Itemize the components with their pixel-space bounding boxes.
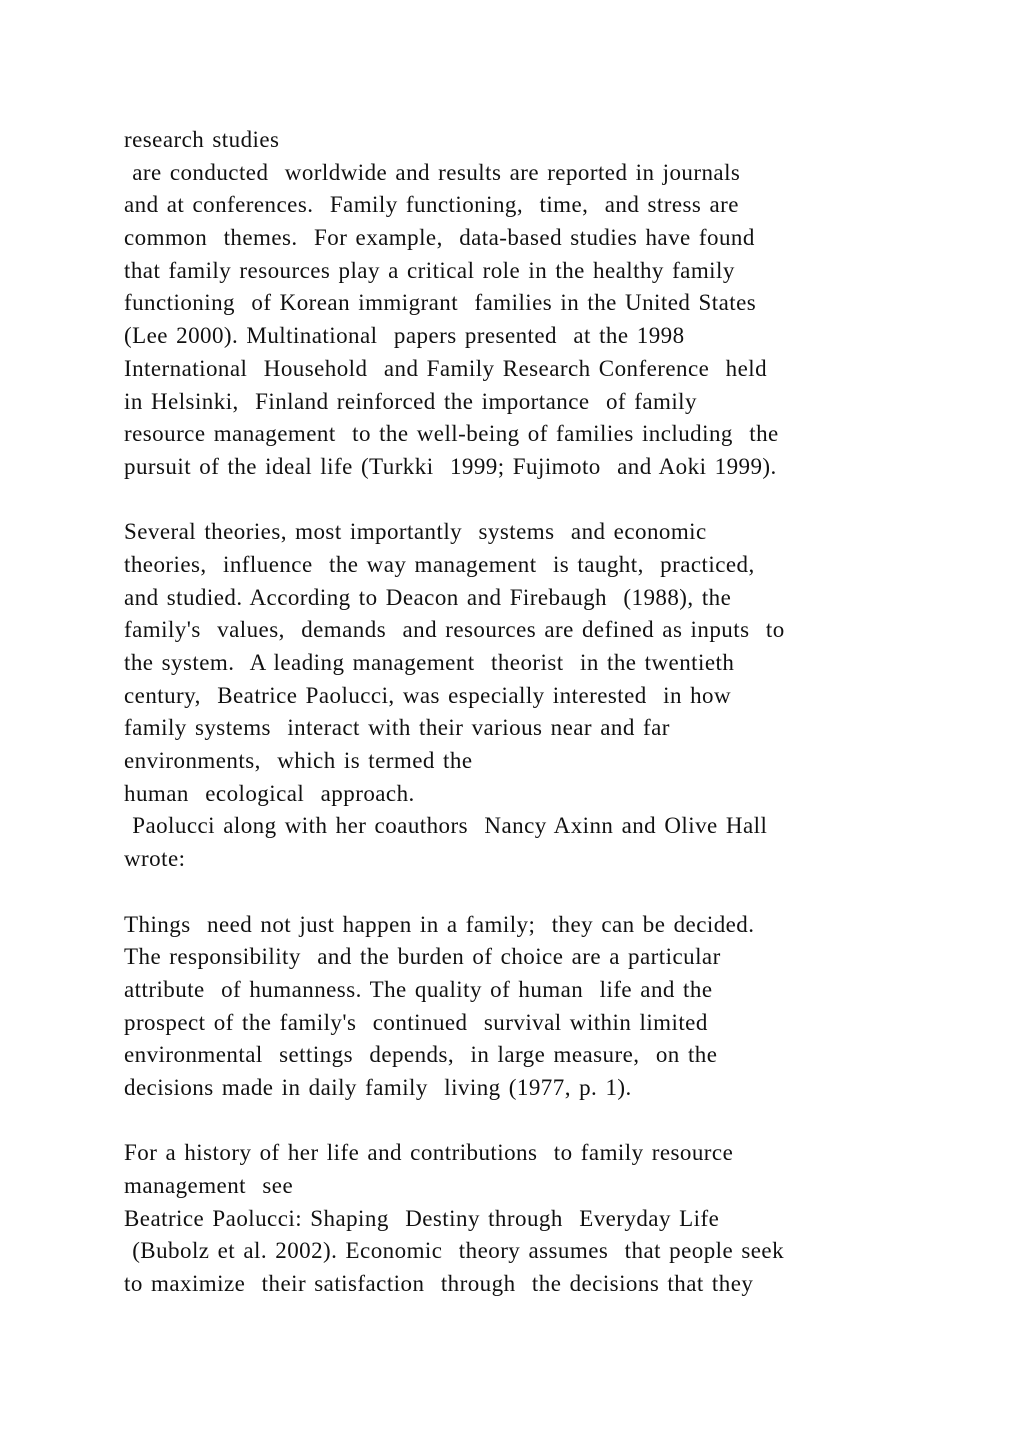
text-line: human ecological approach.	[124, 780, 415, 806]
paragraph-quote	[124, 909, 924, 1105]
paragraph-history	[124, 1137, 924, 1300]
text-line: that family resources play a critical role in the healthy family	[124, 257, 735, 283]
text-line: (Bubolz et al. 2002). Economic theory assumes that people seek	[124, 1238, 785, 1264]
text-line: and at conferences. Family functioning, time, and stress are	[124, 192, 739, 218]
text-line: management see	[124, 1173, 294, 1198]
text-line: and studied. According to Deacon and Firebaugh (1988), the	[124, 584, 732, 610]
text-line: research studies	[124, 127, 280, 152]
text-line: pursuit of the ideal life (Turkki 1999; Fujimoto and Aoki 1999).	[124, 453, 777, 479]
text-line: International Household and Family Research Conference held	[124, 355, 768, 381]
paragraph-theories	[124, 516, 924, 876]
text-line: the system. A leading management theorist in the twentieth	[124, 650, 735, 675]
text-line: in Helsinki, Finland reinforced the importance of family	[124, 388, 697, 414]
text-line: decisions made in daily family living (1977, p. 1).	[124, 1074, 632, 1100]
text-line: Beatrice Paolucci: Shaping Destiny through Everyday Life	[124, 1205, 720, 1231]
text-line: family systems interact with their various near and far	[124, 715, 670, 741]
text-line: resource management to the well-being of families including the	[124, 421, 779, 447]
text-line: wrote:	[124, 846, 186, 872]
text-line: to maximize their satisfaction through the decisions that they	[124, 1271, 754, 1297]
paragraph-gap	[124, 484, 924, 517]
text-line: century, Beatrice Paolucci, was especially interested in how	[124, 682, 732, 708]
text-line: environments, which is termed the	[124, 748, 473, 774]
paragraph-research	[124, 124, 924, 484]
text-line: attribute of humanness. The quality of human life and the	[124, 976, 713, 1002]
paragraph-gap	[124, 876, 924, 909]
text-line: theories, influence the way management is taught, practiced,	[124, 551, 755, 577]
document-body	[124, 124, 924, 1301]
text-line: (Lee 2000). Multinational papers presented at the 1998	[124, 323, 685, 349]
text-line: Things need not just happen in a family; they can be decided.	[124, 911, 755, 937]
paragraph-gap	[124, 1105, 924, 1138]
text-line: family's values, demands and resources are defined as inputs to	[124, 617, 785, 643]
text-line: common themes. For example, data-based studies have found	[124, 225, 755, 251]
text-line: The responsibility and the burden of choice are a particular	[124, 944, 721, 970]
text-line: functioning of Korean immigrant families in the United States	[124, 290, 757, 316]
text-line: environmental settings depends, in large measure, on the	[124, 1042, 718, 1068]
text-line: Paolucci along with her coauthors Nancy Axinn and Olive Hall	[124, 813, 768, 839]
text-line: are conducted worldwide and results are reported in journals	[124, 159, 741, 185]
text-line: Several theories, most importantly systems and economic	[124, 519, 707, 545]
text-line: For a history of her life and contributions to family resource	[124, 1140, 734, 1166]
text-line: prospect of the family's continued survival within limited	[124, 1009, 708, 1035]
